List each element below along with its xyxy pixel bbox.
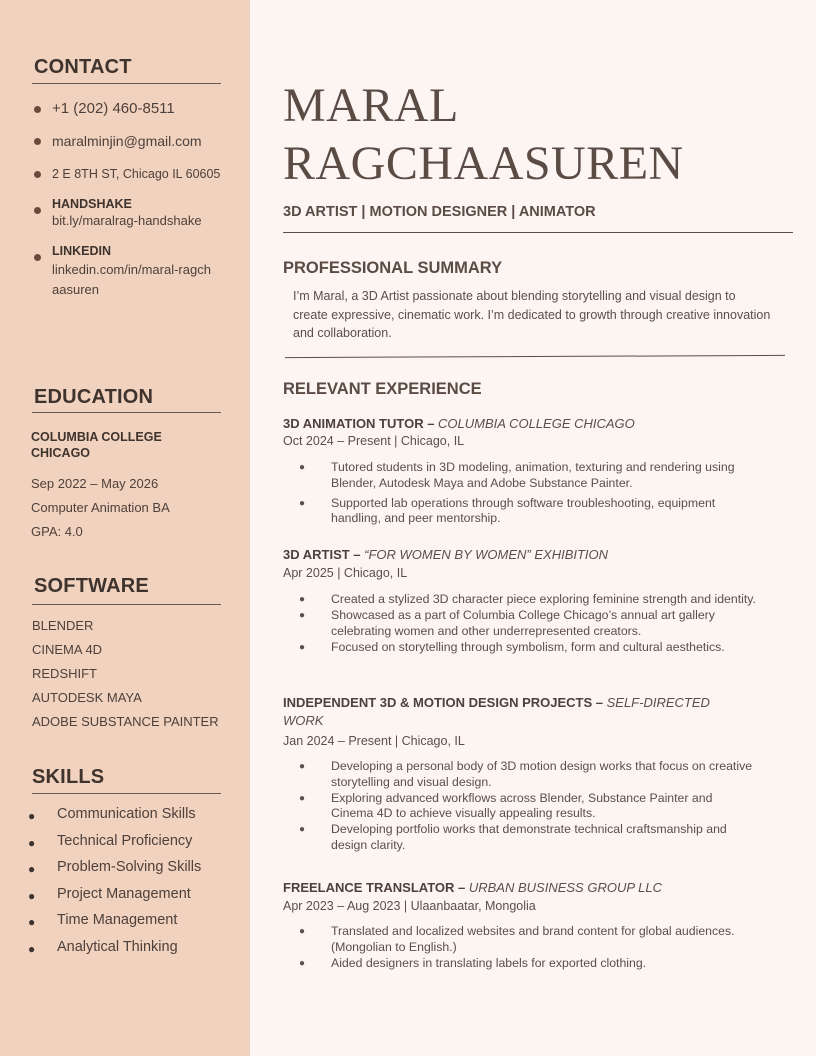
job-bullets xyxy=(297,592,757,656)
job-title xyxy=(283,694,753,730)
job-date: Jan 2024 – Present | Chicago, IL xyxy=(283,734,465,748)
list-item: ● Translated and localized websites and brand content for global audiences. (Mongolian to English.) xyxy=(299,924,735,954)
job-organization: “FOR WOMEN BY WOMEN” EXHIBITION xyxy=(364,547,609,562)
job-title xyxy=(283,546,753,564)
software-item: BLENDER xyxy=(32,618,94,633)
list-item: ● Supported lab operations through software troubleshooting, equipment handling, and peer mentorship. xyxy=(299,495,716,525)
software-item: REDSHIFT xyxy=(32,666,97,681)
education-degree: Computer Animation BA xyxy=(31,500,170,515)
bullet-icon: ● xyxy=(299,610,306,621)
job-title xyxy=(283,415,753,433)
bullet-icon: ● xyxy=(28,836,36,850)
skill-item: Analytical Thinking xyxy=(57,939,178,955)
bullet-icon: ● xyxy=(28,889,36,903)
job-title xyxy=(283,879,753,897)
education-gpa: GPA: 4.0 xyxy=(31,524,83,539)
summary-divider xyxy=(285,355,785,358)
bullet-icon: ● xyxy=(28,862,36,876)
bullet-icon: ● xyxy=(299,957,306,969)
contact-heading: CONTACT xyxy=(34,56,132,78)
bullet-icon: ● xyxy=(299,594,306,605)
job-organization: URBAN BUSINESS GROUP LLC xyxy=(468,880,662,895)
header-divider xyxy=(283,232,793,233)
skill-item: Time Management xyxy=(57,912,178,928)
job-organization: COLUMBIA COLLEGE CHICAGO xyxy=(438,416,635,431)
list-item: ● Aided designers in translating labels for exported clothing. xyxy=(299,955,647,970)
bullet-icon: ● xyxy=(299,792,306,804)
bullet-icon: ● xyxy=(299,824,306,835)
handshake-link[interactable]: bit.ly/maralrag-handshake xyxy=(52,213,202,228)
sidebar xyxy=(0,0,250,1056)
software-heading: SOFTWARE xyxy=(34,575,149,597)
list-item: ● Showcased as a part of Columbia College Chicago’s annual art gallery celebrating women and other underrepresented creators. xyxy=(299,608,715,638)
education-divider xyxy=(32,412,221,413)
job-date: Apr 2025 | Chicago, IL xyxy=(283,566,408,580)
job-role: 3D ANIMATION TUTOR – xyxy=(283,416,439,431)
summary-text: I’m Maral, a 3D Artist passionate about blending storytelling and visual design to create expressive, cinematic work. I’m dedicated to growth through creative innovation and collaboration. xyxy=(293,289,771,340)
contact-divider xyxy=(32,83,221,84)
handshake-label: HANDSHAKE xyxy=(52,197,132,211)
list-item: ● Tutored students in 3D modeling, animation, texturing and rendering using Blender, Autodesk Maya and Adobe Substance Painter. xyxy=(299,460,735,490)
skills-divider xyxy=(32,793,221,794)
software-divider xyxy=(32,604,221,605)
name-first: MARAL xyxy=(283,79,459,132)
job-date: Apr 2023 – Aug 2023 | Ulaanbaatar, Mongolia xyxy=(283,899,536,913)
job-bullets xyxy=(297,759,757,854)
job-bullets xyxy=(297,460,757,531)
list-item: ● Exploring advanced workflows across Blender, Substance Painter and Cinema 4D to achieve visually appealing results. xyxy=(299,790,713,820)
contact-address: 2 E 8TH ST, Chicago IL 60605 xyxy=(52,167,221,181)
bullet-icon: ● xyxy=(28,915,36,929)
school-name-line1: COLUMBIA COLLEGE xyxy=(31,430,162,444)
linkedin-link-line2[interactable]: aasuren xyxy=(52,282,99,297)
job-organization: SELF-DIRECTED WORK xyxy=(283,695,710,728)
bullet-icon: ● xyxy=(299,497,306,509)
education-dates: Sep 2022 – May 2026 xyxy=(31,476,159,491)
job-role: 3D ARTIST – xyxy=(283,547,365,562)
list-item: ● Developing a personal body of 3D motion design works that focus on creative storytelling and visual design. xyxy=(299,759,753,789)
bullet-icon: ● xyxy=(28,809,36,823)
linkedin-link-line1[interactable]: linkedin.com/in/maral-ragch xyxy=(52,262,211,277)
list-item: ● Developing portfolio works that demonstrate technical craftsmanship and design clarity. xyxy=(299,822,727,852)
skills-heading: SKILLS xyxy=(32,766,105,788)
bullet-icon: ● xyxy=(28,942,36,956)
job-date: Oct 2024 – Present | Chicago, IL xyxy=(283,434,465,448)
bullet-icon xyxy=(34,138,41,145)
bullet-icon xyxy=(34,207,41,214)
job-role: FREELANCE TRANSLATOR – xyxy=(283,880,469,895)
skill-item: Technical Proficiency xyxy=(57,833,193,849)
software-item: ADOBE SUBSTANCE PAINTER xyxy=(32,714,219,729)
job-bullets xyxy=(297,924,757,972)
bullet-icon: ● xyxy=(299,761,306,772)
software-item: CINEMA 4D xyxy=(32,642,103,657)
role-title: 3D ARTIST | MOTION DESIGNER | ANIMATOR xyxy=(283,204,596,220)
job-role: INDEPENDENT 3D & MOTION DESIGN PROJECTS – xyxy=(283,695,607,710)
bullet-icon xyxy=(34,254,41,261)
name-last: RAGCHAASUREN xyxy=(283,137,684,190)
bullet-icon: ● xyxy=(299,926,306,937)
bullet-icon: ● xyxy=(299,462,306,473)
software-item: AUTODESK MAYA xyxy=(32,690,142,705)
skill-item: Problem-Solving Skills xyxy=(57,859,202,875)
linkedin-label: LINKEDIN xyxy=(52,244,112,258)
skill-item: Communication Skills xyxy=(57,806,196,822)
experience-heading: RELEVANT EXPERIENCE xyxy=(283,380,482,398)
education-heading: EDUCATION xyxy=(34,386,154,408)
bullet-icon xyxy=(34,106,41,113)
list-item: ● Focused on storytelling through symbolism, form and cultural aesthetics. xyxy=(299,639,725,654)
contact-email[interactable]: maralminjin@gmail.com xyxy=(52,133,202,149)
school-name-line2: CHICAGO xyxy=(31,446,91,460)
skill-item: Project Management xyxy=(57,886,191,902)
bullet-icon: ● xyxy=(299,641,306,653)
list-item: ● Created a stylized 3D character piece exploring feminine strength and identity. xyxy=(299,592,756,606)
summary-heading: PROFESSIONAL SUMMARY xyxy=(283,259,503,277)
contact-phone: +1 (202) 460-8511 xyxy=(52,100,175,117)
bullet-icon xyxy=(34,171,41,178)
